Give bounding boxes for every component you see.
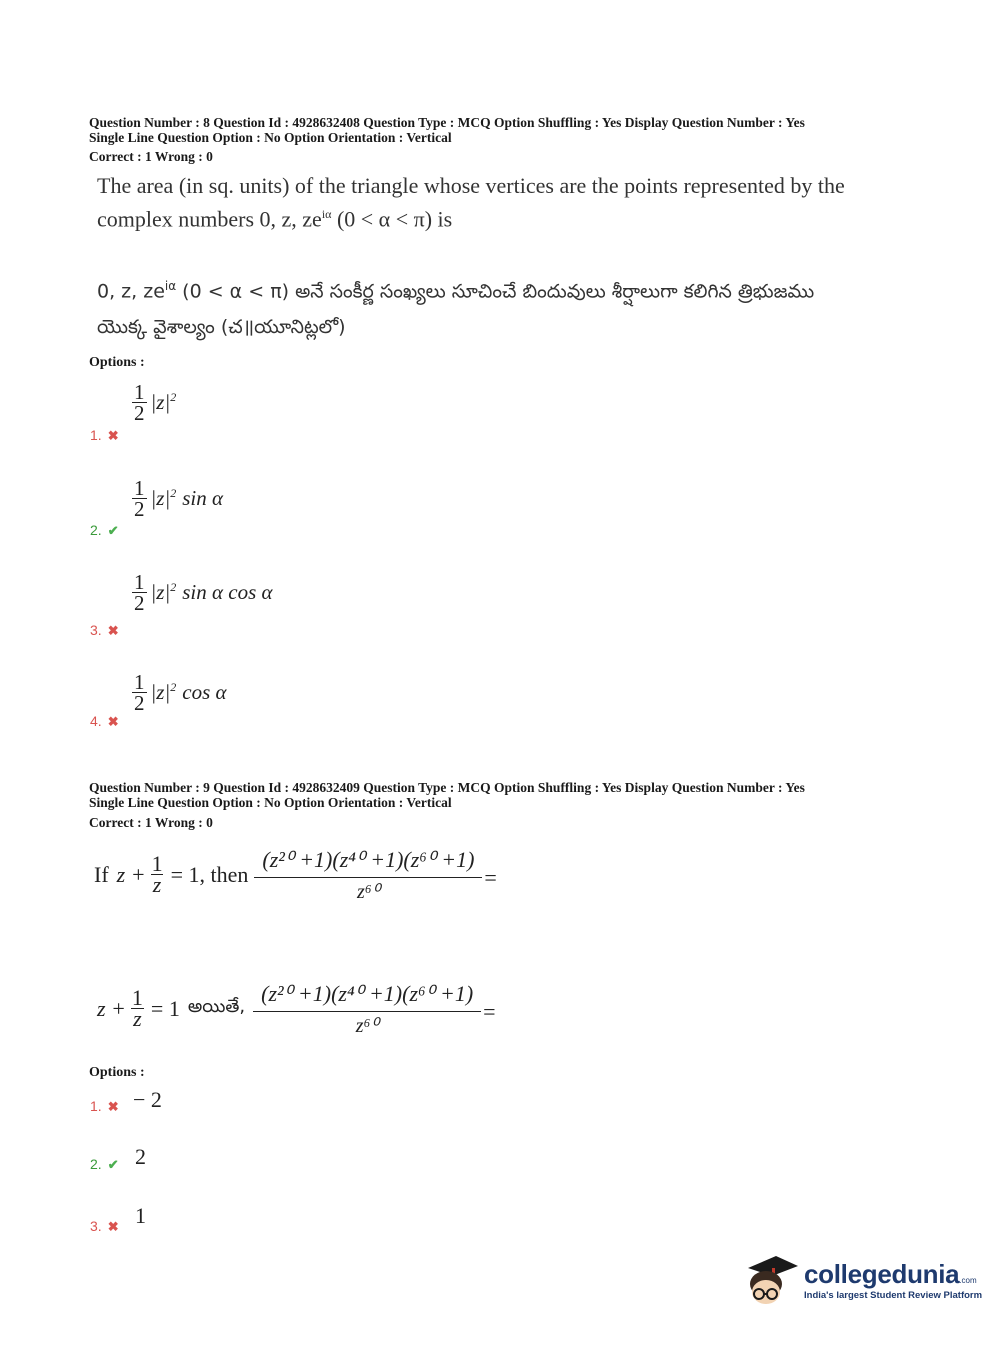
q9-question-english: If z + $\frac{1}{z}$ = 1 , then $\frac{\text{(z²⁰ +1)(z⁴⁰ +1)(z⁶⁰ +1)}}{\text{z⁶⁰}}$ = (94, 843, 497, 906)
q8-option-2-function: sin α (182, 486, 224, 510)
q9-option-1-number: 1. ✖ (90, 1098, 119, 1114)
collegedunia-logo[interactable]: collegedunia.com India's largest Student Review Platform (742, 1250, 982, 1310)
one-over-z: $\frac{1}{z}$ (131, 985, 143, 1031)
abs-z-squared: $|z|^2$ (150, 680, 177, 704)
half-fraction: $\frac{1}{2}$ (134, 476, 145, 521)
mascot-icon (742, 1250, 802, 1310)
q8-option-1-expression[interactable] (132, 382, 176, 423)
q8-question-telugu (97, 268, 937, 345)
wrong-icon: ✖ (107, 623, 119, 638)
wrong-icon: ✖ (107, 714, 119, 729)
wrong-icon: ✖ (107, 1219, 119, 1234)
one-over-z: $\frac{1}{z}$ (151, 851, 163, 897)
abs-z-squared: $|z|^2$ (150, 390, 177, 414)
abs-z-squared: $|z|^2$ (150, 486, 177, 510)
q8-option-3-function: sin α cos α (182, 580, 273, 604)
q8-question-line-1: The area (in sq. units) of the triangle whose vertices are the points represented by the (97, 173, 845, 198)
q8-option-4-function: cos α (182, 680, 227, 704)
q8-marks: Correct : 1 Wrong : 0 (89, 149, 213, 164)
q8-option-3-expression[interactable] (132, 572, 273, 613)
q8-meta-line-2: Single Line Question Option : No Option Orientation : Vertical (89, 130, 452, 145)
half-fraction: $\frac{1}{2}$ (134, 570, 145, 615)
q9-option-3-number: 3. ✖ (90, 1218, 119, 1234)
q8-option-4-expression[interactable] (132, 672, 227, 713)
half-fraction: $\frac{1}{2}$ (134, 670, 145, 715)
check-icon: ✔ (107, 523, 119, 538)
q8-meta-line-1: Question Number : 8 Question Id : 4928632408 Question Type : MCQ Option Shuffling : Yes Display Question Number : Yes (89, 115, 805, 130)
check-icon: ✔ (107, 1157, 119, 1172)
abs-z-squared: $|z|^2$ (150, 580, 177, 604)
q9-marks: Correct : 1 Wrong : 0 (89, 815, 213, 830)
q8-option-2-expression[interactable] (132, 478, 223, 519)
q9-options-label: Options : (89, 1065, 145, 1080)
q9-option-1-value[interactable]: − 2 (133, 1087, 162, 1112)
q8-option-2-number: 2. ✔ (90, 522, 119, 538)
q8-option-3-number: 3. ✖ (90, 622, 119, 638)
q8-option-4-number: 4. ✖ (90, 713, 119, 729)
q8-question-line-2: complex numbers 0, z, $ze^{i\alpha}$ (0 < α < π) is (97, 206, 453, 232)
wrong-icon: ✖ (107, 1099, 119, 1114)
q8-telugu-line-1: 0, z, $ze^{i\alpha}$ (0 < α < π) అనే సంకీర్ణ సంఖ్యలు సూచించే బిందువులు శీర్షాలుగా కలిగిన త్రిభుజము (97, 279, 815, 303)
q9-main-fraction-telugu: $\frac{\text{(z²⁰ +1)(z⁴⁰ +1)(z⁶⁰ +1)}}{\text{z⁶⁰}}$ (257, 977, 477, 1040)
q9-meta-line-1: Question Number : 9 Question Id : 4928632409 Question Type : MCQ Option Shuffling : Yes Display Question Number : Yes (89, 780, 805, 795)
q8-question-english (97, 171, 927, 233)
logo-tagline: India's largest Student Review Platform (804, 1290, 983, 1301)
q9-question-telugu: z + $\frac{1}{z}$ = 1 అయితే, $\frac{\text{(z²⁰ +1)(z⁴⁰ +1)(z⁶⁰ +1)}}{\text{z⁶⁰}}$ = (97, 977, 496, 1040)
wrong-icon: ✖ (107, 428, 119, 443)
half-fraction: $\frac{1}{2}$ (134, 380, 145, 425)
q8-option-1-number: 1. ✖ (90, 427, 119, 443)
q9-option-3-value[interactable]: 1 (135, 1203, 146, 1228)
logo-name: collegedunia (804, 1259, 960, 1289)
q9-option-2-number: 2. ✔ (90, 1156, 119, 1172)
q8-options-label: Options : (89, 355, 145, 370)
q9-meta-line-2: Single Line Question Option : No Option Orientation : Vertical (89, 795, 452, 810)
q9-option-2-value[interactable]: 2 (135, 1144, 146, 1169)
q8-telugu-line-2: యొక్క వైశాల్యం (చ॥యూనిట్లలో) (97, 316, 346, 339)
q9-main-fraction: $\frac{\text{(z²⁰ +1)(z⁴⁰ +1)(z⁶⁰ +1)}}{\text{z⁶⁰}}$ (258, 843, 478, 906)
